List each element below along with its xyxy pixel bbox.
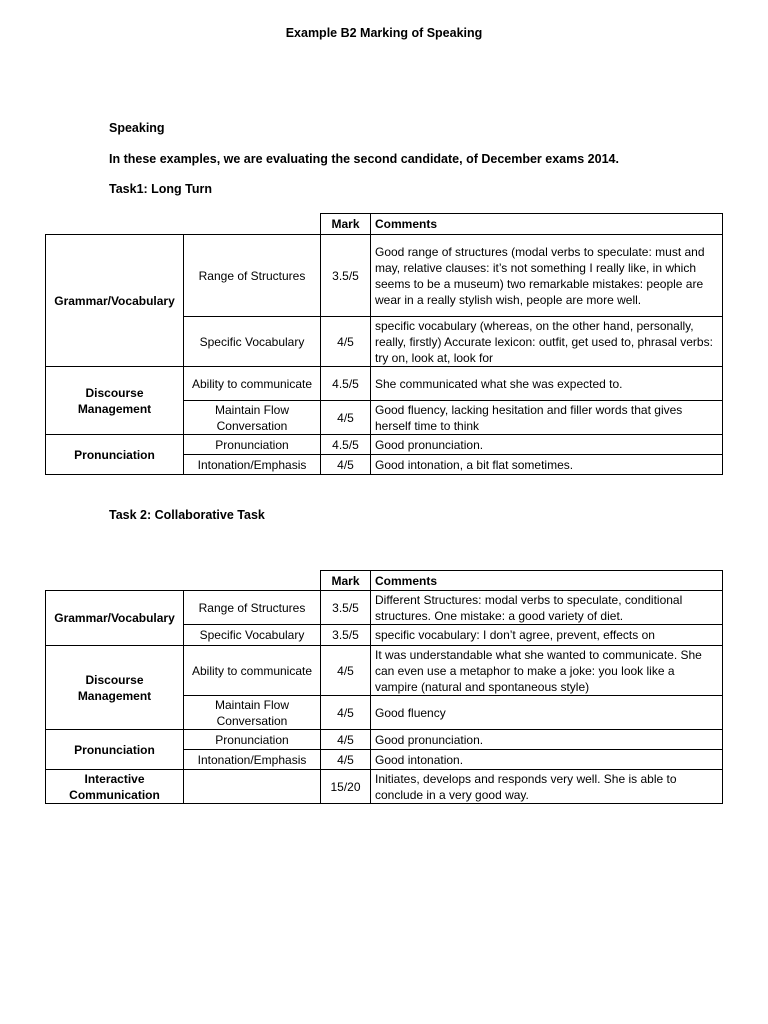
comment-cell: Good fluency bbox=[371, 696, 723, 730]
comments-header: Comments bbox=[371, 571, 723, 591]
criterion-cell: Intonation/Emphasis bbox=[184, 455, 321, 475]
criterion-cell: Maintain Flow Conversation bbox=[184, 401, 321, 435]
mark-header: Mark bbox=[321, 214, 371, 235]
mark-cell: 4.5/5 bbox=[321, 367, 371, 401]
mark-cell: 3.5/5 bbox=[321, 591, 371, 625]
comment-cell: Good intonation, a bit flat sometimes. bbox=[371, 455, 723, 475]
task2-table bbox=[45, 570, 723, 804]
criterion-cell bbox=[184, 770, 321, 804]
table-row bbox=[46, 367, 723, 401]
category-discourse-management: Discourse Management bbox=[46, 646, 184, 730]
mark-cell: 4/5 bbox=[321, 455, 371, 475]
mark-cell: 4/5 bbox=[321, 730, 371, 750]
category-discourse-management: Discourse Management bbox=[46, 367, 184, 435]
criterion-cell: Intonation/Emphasis bbox=[184, 750, 321, 770]
category-grammar-vocabulary: Grammar/Vocabulary bbox=[46, 591, 184, 646]
comment-cell: Good intonation. bbox=[371, 750, 723, 770]
criterion-cell: Maintain Flow Conversation bbox=[184, 696, 321, 730]
criterion-cell: Pronunciation bbox=[184, 435, 321, 455]
comment-cell: Good range of structures (modal verbs to speculate: must and may, relative clauses: it’s not something I really like, in which seems to be a museum) two remarkable mistakes: people are wear in a really stylish wish, people are more well. bbox=[371, 235, 723, 317]
comment-cell: Good fluency, lacking hesitation and filler words that gives herself time to think bbox=[371, 401, 723, 435]
comment-cell: Different Structures: modal verbs to speculate, conditional structures. One mistake: a good variety of diet. bbox=[371, 591, 723, 625]
mark-cell: 3.5/5 bbox=[321, 625, 371, 646]
table-row bbox=[46, 591, 723, 625]
table-header-row bbox=[46, 214, 723, 235]
task1-heading: Task1: Long Turn bbox=[109, 182, 213, 196]
comment-cell: specific vocabulary: I don’t agree, prevent, effects on bbox=[371, 625, 723, 646]
mark-cell: 3.5/5 bbox=[321, 235, 371, 317]
category-pronunciation: Pronunciation bbox=[46, 435, 184, 475]
mark-cell: 4/5 bbox=[321, 401, 371, 435]
category-interactive-communication: Interactive Communication bbox=[46, 770, 184, 804]
criterion-cell: Pronunciation bbox=[184, 730, 321, 750]
table-header-row bbox=[46, 571, 723, 591]
mark-cell: 4/5 bbox=[321, 696, 371, 730]
category-grammar-vocabulary: Grammar/Vocabulary bbox=[46, 235, 184, 367]
criterion-cell: Range of Structures bbox=[184, 235, 321, 317]
mark-cell: 4.5/5 bbox=[321, 435, 371, 455]
comment-cell: Good pronunciation. bbox=[371, 435, 723, 455]
criterion-cell: Specific Vocabulary bbox=[184, 625, 321, 646]
task1-table bbox=[45, 213, 723, 475]
document-title: Example B2 Marking of Speaking bbox=[285, 26, 483, 40]
comment-cell: She communicated what she was expected to. bbox=[371, 367, 723, 401]
category-pronunciation: Pronunciation bbox=[46, 730, 184, 770]
mark-cell: 4/5 bbox=[321, 646, 371, 696]
comment-cell: It was understandable what she wanted to communicate. She can even use a metaphor to make a joke: you look like a vampire (natural and spontaneous style) bbox=[371, 646, 723, 696]
criterion-cell: Range of Structures bbox=[184, 591, 321, 625]
mark-cell: 4/5 bbox=[321, 750, 371, 770]
criterion-cell: Ability to communicate bbox=[184, 646, 321, 696]
criterion-cell: Specific Vocabulary bbox=[184, 317, 321, 367]
comments-header: Comments bbox=[371, 214, 723, 235]
table-row bbox=[46, 730, 723, 750]
table-row bbox=[46, 235, 723, 317]
table-row bbox=[46, 646, 723, 696]
table-row bbox=[46, 770, 723, 804]
section-heading: Speaking bbox=[109, 121, 165, 135]
mark-header: Mark bbox=[321, 571, 371, 591]
mark-cell: 4/5 bbox=[321, 317, 371, 367]
comment-cell: Initiates, develops and responds very well. She is able to conclude in a very good way. bbox=[371, 770, 723, 804]
intro-paragraph: In these examples, we are evaluating the second candidate, of December exams 2014. bbox=[109, 152, 619, 166]
comment-cell: Good pronunciation. bbox=[371, 730, 723, 750]
comment-cell: specific vocabulary (whereas, on the other hand, personally, really, firstly) Accurate lexicon: outfit, get used to, phrasal verbs: try on, look at, look for bbox=[371, 317, 723, 367]
mark-cell: 15/20 bbox=[321, 770, 371, 804]
table-row bbox=[46, 435, 723, 455]
task2-heading: Task 2: Collaborative Task bbox=[109, 508, 265, 522]
criterion-cell: Ability to communicate bbox=[184, 367, 321, 401]
